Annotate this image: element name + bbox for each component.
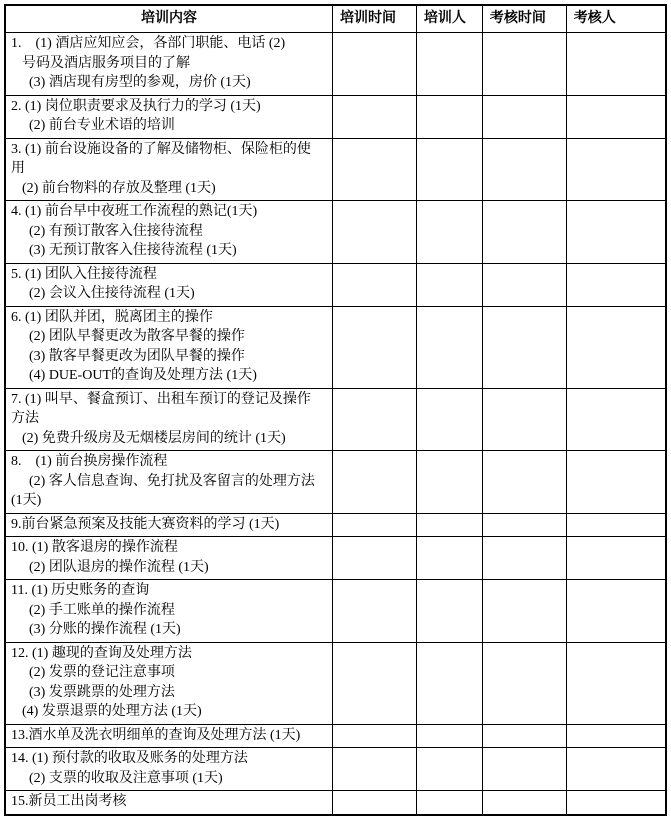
table-row	[5, 263, 666, 306]
table-row	[5, 33, 666, 96]
cell-training-time	[333, 724, 417, 748]
cell-assessment-time	[482, 451, 566, 514]
cell-trainer	[416, 95, 482, 138]
cell-training-content	[5, 306, 333, 388]
cell-training-time	[333, 388, 417, 451]
table-row	[5, 513, 666, 537]
content-line: (2) 前台专业术语的培训	[29, 118, 175, 133]
cell-assessment-time	[482, 388, 566, 451]
content-line: (2) 发票的登记注意事项	[29, 665, 175, 680]
content-line: 9.前台紧急预案及技能大赛资料的学习 (1天)	[11, 516, 280, 532]
cell-assessment-time	[482, 642, 566, 724]
cell-training-time	[333, 513, 417, 537]
content-line: (3) 分账的操作流程 (1天)	[29, 622, 181, 637]
cell-training-content	[5, 748, 333, 791]
table-row	[5, 306, 666, 388]
cell-assessment-time	[482, 580, 566, 643]
cell-assessor	[566, 537, 666, 580]
header-row	[5, 5, 666, 33]
content-line: 7. (1) 叫早、餐盒预订、出租车预订的登记及操作	[11, 391, 311, 407]
table-row	[5, 537, 666, 580]
cell-training-content	[5, 513, 333, 537]
content-line: (2) 手工账单的操作流程	[29, 602, 175, 618]
header-training-time: 培训时间	[333, 5, 417, 33]
header-assessment-time: 考核时间	[482, 5, 566, 33]
content-line: 2. (1) 岗位职责要求及执行力的学习 (1天)	[11, 98, 261, 114]
content-line: 14. (1) 预付款的收取及账务的处理方法	[11, 751, 248, 766]
cell-trainer	[416, 748, 482, 791]
table-row	[5, 388, 666, 451]
content-line: (2) 会议入住接待流程 (1天)	[29, 286, 195, 301]
cell-training-time	[333, 791, 417, 815]
cell-training-time	[333, 537, 417, 580]
content-line: 号码及酒店服务项目的了解	[22, 55, 190, 71]
cell-training-time	[333, 138, 417, 201]
cell-assessment-time	[482, 791, 566, 815]
content-line: (2) 客人信息查询、免打扰及客留言的处理方法	[29, 473, 315, 489]
cell-assessor	[566, 791, 666, 815]
content-line: 6. (1) 团队并团，脱离团主的操作	[11, 309, 213, 325]
cell-assessor	[566, 33, 666, 96]
content-line: (2) 免费升级房及无烟楼层房间的统计 (1天)	[22, 430, 286, 446]
cell-training-content	[5, 451, 333, 514]
content-line: 11. (1) 历史账务的查询	[11, 583, 150, 598]
content-line: 4. (1) 前台早中夜班工作流程的熟记(1天)	[11, 204, 258, 219]
table-row	[5, 201, 666, 264]
cell-trainer	[416, 138, 482, 201]
content-line: 5. (1) 团队入住接待流程	[11, 266, 157, 282]
cell-assessor	[566, 138, 666, 201]
cell-training-content	[5, 263, 333, 306]
cell-trainer	[416, 33, 482, 96]
cell-training-content	[5, 580, 333, 643]
table-row	[5, 95, 666, 138]
cell-trainer	[416, 388, 482, 451]
table-row	[5, 642, 666, 724]
cell-training-time	[333, 201, 417, 264]
content-line: 方法	[11, 411, 39, 426]
cell-assessor	[566, 95, 666, 138]
content-line: (2) 团队退房的操作流程 (1天)	[29, 559, 209, 575]
content-line: 8. (1) 前台换房操作流程	[11, 454, 168, 469]
cell-assessment-time	[482, 306, 566, 388]
table-row	[5, 138, 666, 201]
cell-assessor	[566, 748, 666, 791]
cell-training-content	[5, 724, 333, 748]
content-line: (3) 无预订散客入住接待流程 (1天)	[29, 243, 237, 258]
cell-assessment-time	[482, 33, 566, 96]
cell-trainer	[416, 791, 482, 815]
content-line: (3) 酒店现有房型的参观，房价 (1天)	[29, 75, 251, 90]
cell-trainer	[416, 451, 482, 514]
cell-assessor	[566, 724, 666, 748]
header-training-content: 培训内容	[5, 5, 333, 33]
cell-assessor	[566, 306, 666, 388]
content-line: (2) 团队早餐更改为散客早餐的操作	[29, 329, 245, 344]
cell-assessment-time	[482, 263, 566, 306]
cell-training-content	[5, 201, 333, 264]
cell-training-content	[5, 33, 333, 96]
header-trainer: 培训人	[416, 5, 482, 33]
table-row	[5, 791, 666, 815]
cell-trainer	[416, 513, 482, 537]
cell-assessor	[566, 388, 666, 451]
cell-training-content	[5, 138, 333, 201]
header-assessor: 考核人	[566, 5, 666, 33]
content-line: (2) 有预订散客入住接待流程	[29, 223, 203, 239]
content-line: 12. (1) 趣现的查询及处理方法	[11, 645, 192, 661]
cell-assessment-time	[482, 724, 566, 748]
cell-training-time	[333, 33, 417, 96]
content-line: (1天)	[11, 493, 42, 508]
cell-trainer	[416, 537, 482, 580]
content-line: 3. (1) 前台设施设备的了解及储物柜、保险柜的使	[11, 141, 311, 157]
content-line: (4) 发票退票的处理方法 (1天)	[22, 704, 202, 719]
content-line: 用	[11, 161, 25, 176]
cell-training-content	[5, 537, 333, 580]
content-line: 15.新员工出岗考核	[11, 794, 127, 809]
content-line: (4) DUE-OUT的查询及处理方法 (1天)	[29, 368, 257, 383]
cell-trainer	[416, 724, 482, 748]
cell-trainer	[416, 306, 482, 388]
cell-assessment-time	[482, 537, 566, 580]
cell-training-time	[333, 748, 417, 791]
content-line: 1. (1) 酒店应知应会，各部门职能、电话 (2)	[11, 36, 286, 51]
cell-training-content	[5, 791, 333, 815]
content-line: (2) 前台物料的存放及整理 (1天)	[22, 180, 216, 196]
cell-assessor	[566, 201, 666, 264]
cell-trainer	[416, 263, 482, 306]
content-line: (3) 散客早餐更改为团队早餐的操作	[29, 348, 245, 364]
table-row	[5, 748, 666, 791]
cell-assessment-time	[482, 201, 566, 264]
cell-training-content	[5, 388, 333, 451]
cell-training-content	[5, 642, 333, 724]
cell-assessor	[566, 263, 666, 306]
cell-training-time	[333, 95, 417, 138]
training-schedule-table	[4, 4, 667, 816]
cell-training-time	[333, 263, 417, 306]
cell-assessment-time	[482, 95, 566, 138]
content-line: 10. (1) 散客退房的操作流程	[11, 540, 178, 555]
table-body	[5, 33, 666, 815]
cell-assessor	[566, 580, 666, 643]
cell-assessor	[566, 642, 666, 724]
cell-training-content	[5, 95, 333, 138]
content-line: (3) 发票跳票的处理方法	[29, 684, 175, 700]
cell-training-time	[333, 580, 417, 643]
content-line: (2) 支票的收取及注意事项 (1天)	[29, 770, 223, 786]
cell-assessment-time	[482, 748, 566, 791]
content-line: 13.酒水单及洗衣明细单的查询及处理方法 (1天)	[11, 727, 301, 743]
table-row	[5, 451, 666, 514]
cell-assessment-time	[482, 513, 566, 537]
cell-training-time	[333, 306, 417, 388]
cell-assessor	[566, 451, 666, 514]
cell-trainer	[416, 580, 482, 643]
table-row	[5, 724, 666, 748]
cell-trainer	[416, 201, 482, 264]
table-row	[5, 580, 666, 643]
cell-assessor	[566, 513, 666, 537]
cell-assessment-time	[482, 138, 566, 201]
cell-trainer	[416, 642, 482, 724]
cell-training-time	[333, 451, 417, 514]
cell-training-time	[333, 642, 417, 724]
